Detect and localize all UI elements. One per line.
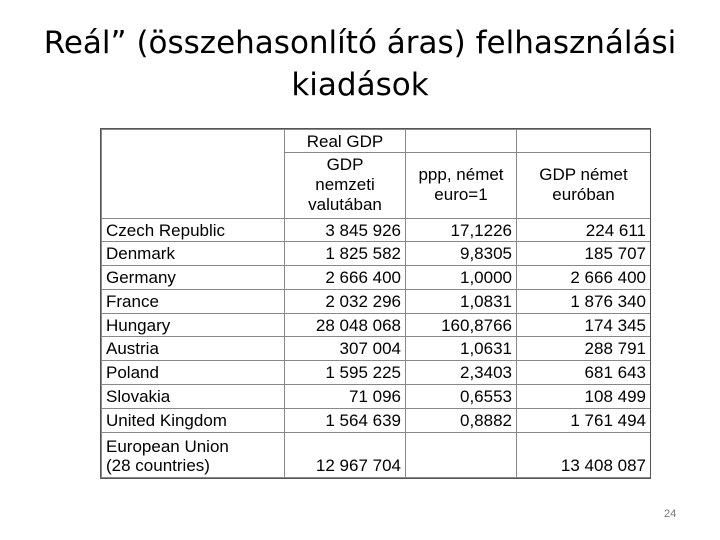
- gdp-euro-cell: 174 345: [517, 313, 651, 337]
- gdp-euro-cell: 1 876 340: [517, 289, 651, 313]
- gdp-national-cell: 1 825 582: [285, 242, 406, 266]
- col-header-ppp-text: ppp, német euro=1: [418, 165, 504, 205]
- ppp-cell: 9,8305: [406, 242, 517, 266]
- ppp-cell: 1,0000: [406, 266, 517, 290]
- country-cell: Slovakia: [102, 385, 285, 409]
- table-row: [102, 242, 651, 266]
- group-header-empty-cell: [406, 130, 517, 153]
- gdp-national-cell: 2 032 296: [285, 289, 406, 313]
- col-header-gdp-euro: [517, 153, 651, 218]
- ppp-cell: 17,1226: [406, 218, 517, 242]
- country-cell: Czech Republic: [102, 218, 285, 242]
- table-group-header-row: [102, 130, 651, 153]
- gdp-euro-cell: 185 707: [517, 242, 651, 266]
- country-cell: United Kingdom: [102, 408, 285, 432]
- page-number: 24: [664, 508, 677, 520]
- country-cell-eu: [102, 432, 285, 477]
- col-header-gdp-national-text: GDP nemzeti valutában: [308, 155, 382, 215]
- gdp-national-cell: 307 004: [285, 337, 406, 361]
- eu-label-line1: European Union: [106, 437, 229, 456]
- ppp-cell: [406, 432, 517, 477]
- table-row: [102, 218, 651, 242]
- group-header-real-gdp: Real GDP: [285, 130, 406, 153]
- ppp-cell: 2,3403: [406, 361, 517, 385]
- ppp-cell: 1,0831: [406, 289, 517, 313]
- country-cell: Austria: [102, 337, 285, 361]
- col-header-gdp-national: [285, 153, 406, 218]
- gdp-euro-cell: 13 408 087: [517, 432, 651, 477]
- country-cell: Hungary: [102, 313, 285, 337]
- col-header-ppp: [406, 153, 517, 218]
- gdp-national-cell: 1 564 639: [285, 408, 406, 432]
- col-header-gdp-euro-text: GDP német euróban: [539, 165, 628, 205]
- table-row: [102, 313, 651, 337]
- ppp-cell: 0,6553: [406, 385, 517, 409]
- table-row-eu: [102, 432, 651, 477]
- gdp-national-cell: 71 096: [285, 385, 406, 409]
- gdp-national-cell: 12 967 704: [285, 432, 406, 477]
- gdp-national-cell: 28 048 068: [285, 313, 406, 337]
- slide-title-line2: kiadások: [291, 67, 429, 103]
- gdp-euro-cell: 681 643: [517, 361, 651, 385]
- table-row: [102, 266, 651, 290]
- country-cell: Poland: [102, 361, 285, 385]
- gdp-euro-cell: 224 611: [517, 218, 651, 242]
- gdp-euro-cell: 288 791: [517, 337, 651, 361]
- gdp-euro-cell: 108 499: [517, 385, 651, 409]
- ppp-cell: 1,0631: [406, 337, 517, 361]
- country-cell: Denmark: [102, 242, 285, 266]
- slide-title-line1: Reál” (összehasonlító áras) felhasználási: [43, 25, 677, 61]
- slide-title: [0, 22, 720, 106]
- gdp-national-cell: 3 845 926: [285, 218, 406, 242]
- corner-cell: [102, 130, 285, 219]
- gdp-table-container: [100, 128, 651, 479]
- table-row: [102, 408, 651, 432]
- table-row: [102, 337, 651, 361]
- table-row: [102, 385, 651, 409]
- ppp-cell: 0,8882: [406, 408, 517, 432]
- gdp-national-cell: 2 666 400: [285, 266, 406, 290]
- country-cell: Germany: [102, 266, 285, 290]
- real-gdp-table: [101, 129, 651, 478]
- ppp-cell: 160,8766: [406, 313, 517, 337]
- table-row: [102, 289, 651, 313]
- country-cell: France: [102, 289, 285, 313]
- table-row: [102, 361, 651, 385]
- gdp-euro-cell: 1 761 494: [517, 408, 651, 432]
- group-header-empty-cell: [517, 130, 651, 153]
- eu-label-line2: (28 countries): [106, 456, 210, 475]
- gdp-national-cell: 1 595 225: [285, 361, 406, 385]
- gdp-euro-cell: 2 666 400: [517, 266, 651, 290]
